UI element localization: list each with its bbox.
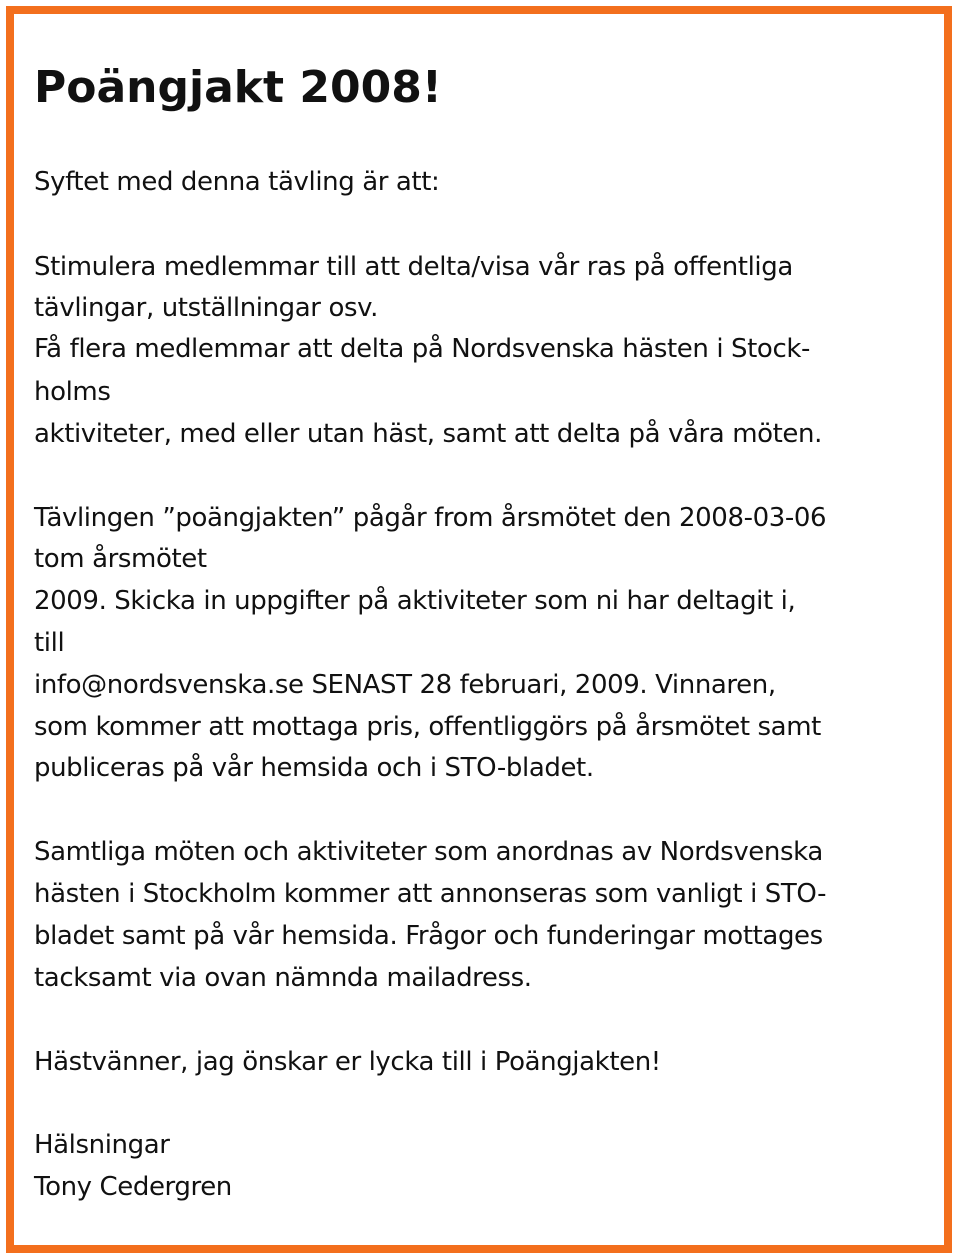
paragraph-line: holms <box>34 377 111 407</box>
document-title: Poängjakt 2008! <box>34 62 442 113</box>
paragraph-line: aktiviteter, med eller utan häst, samt att delta på våra möten. <box>34 419 822 449</box>
intro-line: Syftet med denna tävling är att: <box>34 167 440 197</box>
paragraph-line: Stimulera medlemmar till att delta/visa vår ras på offentliga <box>34 252 793 282</box>
wishes-line: Hästvänner, jag önskar er lycka till i Poängjakten! <box>34 1047 661 1077</box>
greeting-line: Hälsningar <box>34 1130 170 1160</box>
paragraph-line: publiceras på vår hemsida och i STO-bladet. <box>34 753 594 783</box>
signature-name: Tony Cedergren <box>34 1172 232 1202</box>
paragraph-line: Tävlingen ”poängjakten” pågår from årsmötet den 2008-03-06 <box>34 503 827 533</box>
paragraph-line: tom årsmötet <box>34 544 207 574</box>
paragraph-line: hästen i Stockholm kommer att annonseras som vanligt i STO- <box>34 879 827 909</box>
paragraph-line: Få flera medlemmar att delta på Nordsvenska hästen i Stock- <box>34 334 810 364</box>
paragraph-line: som kommer att mottaga pris, offentliggörs på årsmötet samt <box>34 712 821 742</box>
paragraph-line: tävlingar, utställningar osv. <box>34 293 378 323</box>
paragraph-line: 2009. Skicka in uppgifter på aktiviteter som ni har deltagit i, <box>34 586 796 616</box>
paragraph-line: tacksamt via ovan nämnda mailadress. <box>34 963 532 993</box>
email-line: info@nordsvenska.se SENAST 28 februari, 2009. Vinnaren, <box>34 670 776 700</box>
paragraph-line: till <box>34 628 65 658</box>
page-border <box>6 6 952 1253</box>
paragraph-line: Samtliga möten och aktiviteter som anordnas av Nordsvenska <box>34 837 823 867</box>
paragraph-line: bladet samt på vår hemsida. Frågor och funderingar mottages <box>34 921 823 951</box>
